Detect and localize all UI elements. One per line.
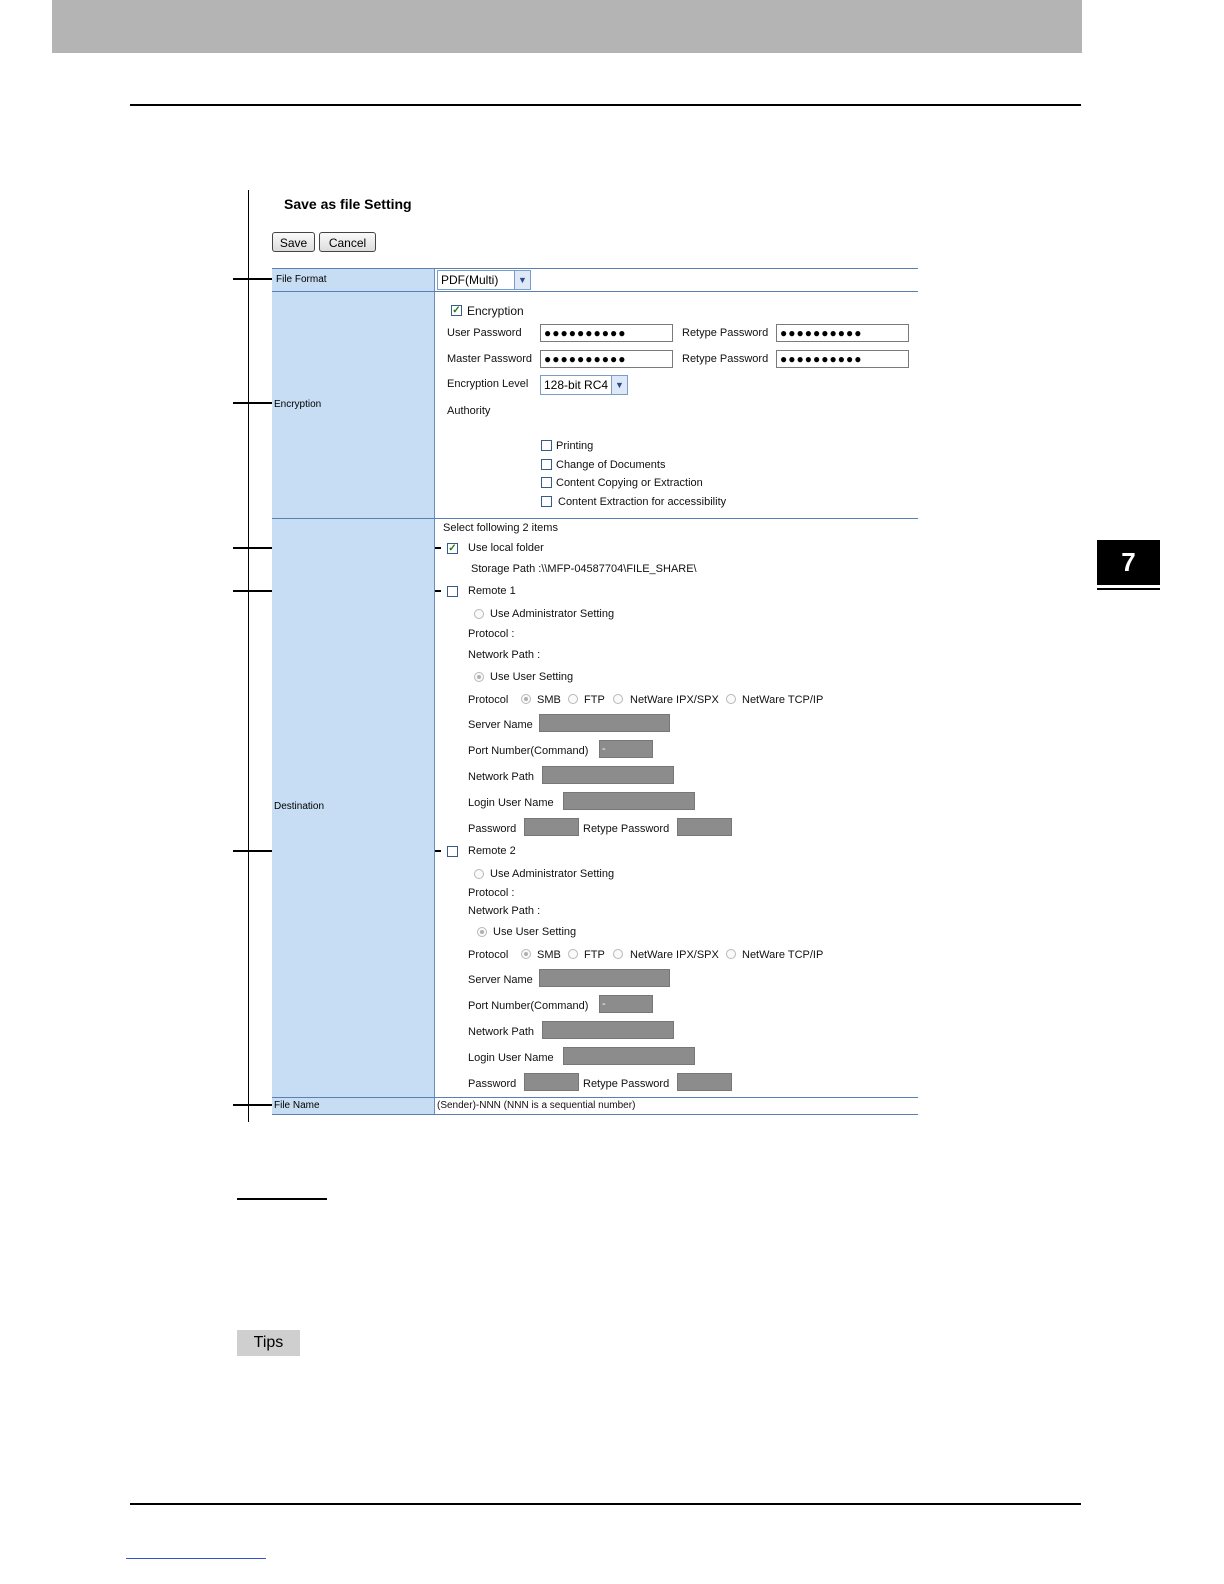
- remote-1-protocol-readout: Protocol :: [468, 628, 515, 640]
- master-password-input[interactable]: ●●●●●●●●●●: [540, 350, 673, 368]
- file-name-value: (Sender)-NNN (NNN is a sequential number): [437, 1100, 636, 1111]
- authority-printing-checkbox[interactable]: [541, 440, 552, 451]
- authority-printing-label: Printing: [556, 440, 594, 452]
- remote-2-password-input[interactable]: [524, 1073, 579, 1091]
- remote-1-protocol-label: Protocol: [468, 694, 509, 706]
- file-format-label: File Format: [276, 274, 327, 285]
- footer-rule: [130, 1503, 1081, 1505]
- remote-2-user-radio[interactable]: [477, 927, 487, 937]
- remote-2-checkbox[interactable]: [447, 846, 458, 857]
- save-button[interactable]: Save: [272, 232, 315, 252]
- remote-2-port-input[interactable]: -: [599, 995, 653, 1013]
- remote-2-login-label: Login User Name: [468, 1052, 554, 1064]
- remote-1-network-path-label: Network Path: [468, 771, 535, 783]
- remote-2-label: Remote 2: [468, 845, 516, 857]
- remote-1-password-input[interactable]: [524, 818, 579, 836]
- remote-1-password-label: Password: [468, 823, 517, 835]
- retype-user-password-label: Retype Password: [682, 327, 769, 339]
- master-password-label: Master Password: [447, 353, 532, 365]
- remote-1-port-label: Port Number(Command): [468, 745, 589, 757]
- user-password-label: User Password: [447, 327, 522, 339]
- remote-1-ipx-label: NetWare IPX/SPX: [630, 694, 719, 706]
- remote-1-smb-label: SMB: [537, 694, 561, 706]
- callout-line-file-name: [233, 1104, 273, 1106]
- use-local-folder-checkbox[interactable]: ✓: [448, 543, 457, 554]
- file-name-label: File Name: [274, 1100, 320, 1111]
- remote-1-server-name-input[interactable]: [539, 714, 670, 732]
- remote-2-retype-password-input[interactable]: [677, 1073, 732, 1091]
- authority-change-label: Change of Documents: [556, 459, 666, 471]
- remote-1-retype-password-input[interactable]: [677, 818, 732, 836]
- footer-link-underline: [126, 1558, 266, 1559]
- page-header-bar: [52, 0, 1082, 53]
- remote-2-admin-radio[interactable]: [474, 869, 484, 879]
- remote-2-password-label: Password: [468, 1078, 517, 1090]
- file-format-select[interactable]: [437, 270, 531, 290]
- remote-2-admin-label: Use Administrator Setting: [490, 868, 615, 880]
- chapter-tab: 7: [1097, 540, 1160, 585]
- remote-1-smb-radio[interactable]: [521, 694, 531, 704]
- chevron-down-icon: ▼: [514, 271, 530, 289]
- authority-accessibility-label: Content Extraction for accessibility: [558, 496, 727, 508]
- remote-1-user-label: Use User Setting: [490, 671, 574, 683]
- remote-1-ftp-radio[interactable]: [568, 694, 578, 704]
- authority-change-checkbox[interactable]: [541, 459, 552, 470]
- authority-copying-checkbox[interactable]: [541, 477, 552, 488]
- encryption-level-label: Encryption Level: [447, 378, 529, 390]
- retype-user-password-input[interactable]: ●●●●●●●●●●: [776, 324, 909, 342]
- file-name-label-cell: [272, 1098, 435, 1114]
- encryption-label: Encryption: [274, 399, 322, 410]
- remote-1-ftp-label: FTP: [584, 694, 605, 706]
- remote-2-network-path-input[interactable]: [542, 1021, 674, 1039]
- remote-2-protocol-label: Protocol: [468, 949, 509, 961]
- table-border: [272, 518, 918, 519]
- retype-master-password-input[interactable]: ●●●●●●●●●●: [776, 350, 909, 368]
- chevron-down-icon: ▼: [611, 376, 627, 394]
- user-password-input[interactable]: ●●●●●●●●●●: [540, 324, 673, 342]
- section-heading-underline: [237, 1198, 327, 1200]
- remote-2-retype-password-label: Retype Password: [583, 1078, 670, 1090]
- remote-2-server-name-label: Server Name: [468, 974, 533, 986]
- remote-1-server-name-label: Server Name: [468, 719, 533, 731]
- remote-2-user-label: Use User Setting: [493, 926, 577, 938]
- remote-2-login-input[interactable]: [563, 1047, 695, 1065]
- screen-title: Save as file Setting: [284, 196, 412, 212]
- storage-path: Storage Path :\\MFP-04587704\FILE_SHARE\: [471, 563, 697, 575]
- table-border: [272, 291, 918, 292]
- remote-2-smb-radio[interactable]: [521, 949, 531, 959]
- encryption-level-value: 128-bit RC4: [544, 378, 609, 392]
- remote-2-tcp-radio[interactable]: [726, 949, 736, 959]
- remote-1-login-label: Login User Name: [468, 797, 554, 809]
- remote-2-ftp-label: FTP: [584, 949, 605, 961]
- remote-1-port-input[interactable]: -: [599, 740, 653, 758]
- remote-2-network-path-readout: Network Path :: [468, 905, 541, 917]
- remote-2-network-path-label: Network Path: [468, 1026, 535, 1038]
- callout-vertical-line: [248, 190, 249, 1122]
- use-local-folder-label: Use local folder: [468, 542, 544, 554]
- remote-1-ipx-radio[interactable]: [613, 694, 623, 704]
- header-rule: [130, 104, 1081, 106]
- encryption-checkbox-label: Encryption: [467, 304, 524, 318]
- authority-copying-label: Content Copying or Extraction: [556, 477, 703, 489]
- authority-label: Authority: [447, 405, 491, 417]
- remote-1-checkbox[interactable]: [447, 586, 458, 597]
- remote-1-network-path-input[interactable]: [542, 766, 674, 784]
- file-format-label-cell: [272, 269, 435, 291]
- encryption-level-select[interactable]: [540, 375, 628, 395]
- table-border: [272, 1114, 918, 1115]
- remote-1-tcp-label: NetWare TCP/IP: [742, 694, 824, 706]
- file-format-value: PDF(Multi): [441, 273, 499, 287]
- remote-2-port-label: Port Number(Command): [468, 1000, 589, 1012]
- retype-master-password-label: Retype Password: [682, 353, 769, 365]
- destination-select-text: Select following 2 items: [443, 522, 558, 534]
- chapter-tab-underline: [1097, 588, 1160, 590]
- remote-1-label: Remote 1: [468, 585, 516, 597]
- destination-label-cell: [272, 519, 435, 1097]
- remote-2-ipx-label: NetWare IPX/SPX: [630, 949, 719, 961]
- table-border: [272, 268, 918, 269]
- table-border: [272, 1097, 918, 1098]
- remote-2-tcp-label: NetWare TCP/IP: [742, 949, 824, 961]
- remote-2-ftp-radio[interactable]: [568, 949, 578, 959]
- remote-2-protocol-readout: Protocol :: [468, 887, 515, 899]
- remote-2-ipx-radio[interactable]: [613, 949, 623, 959]
- remote-1-user-radio[interactable]: [474, 672, 484, 682]
- callout-line-file-format: [233, 278, 273, 280]
- remote-1-network-path-readout: Network Path :: [468, 649, 541, 661]
- remote-2-server-name-input[interactable]: [539, 969, 670, 987]
- remote-1-retype-password-label: Retype Password: [583, 823, 670, 835]
- remote-1-admin-label: Use Administrator Setting: [490, 608, 615, 620]
- tips-label: Tips: [237, 1330, 300, 1356]
- encryption-label-cell: [272, 292, 435, 518]
- cancel-button[interactable]: Cancel: [319, 232, 376, 252]
- callout-line-encryption: [233, 402, 273, 404]
- encryption-checkbox[interactable]: ✓: [452, 305, 461, 316]
- remote-1-tcp-radio[interactable]: [726, 694, 736, 704]
- authority-accessibility-checkbox[interactable]: [541, 496, 552, 507]
- remote-1-login-input[interactable]: [563, 792, 695, 810]
- remote-1-admin-radio[interactable]: [474, 609, 484, 619]
- destination-label: Destination: [274, 801, 325, 812]
- remote-2-smb-label: SMB: [537, 949, 561, 961]
